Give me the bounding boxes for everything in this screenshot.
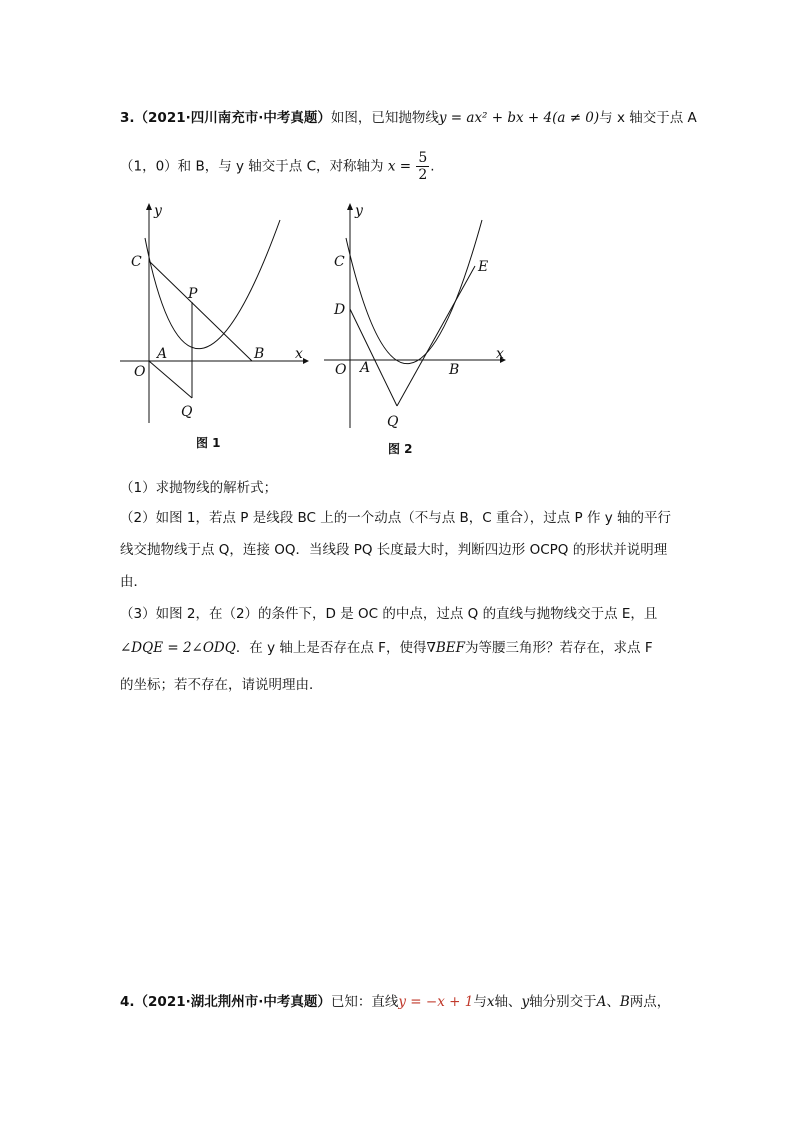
figure1-caption: 图 1 [196, 436, 221, 450]
fig2-label-e: E [478, 259, 489, 275]
figure1-diagram [115, 198, 315, 433]
parabola-formula: y = ax² + bx + 4(a ≠ 0) [438, 110, 600, 126]
fig1-label-b: B [254, 346, 265, 362]
fig1-label-x: x [295, 346, 303, 362]
question3-line2: ∠DQE = 2∠ODQ．在 y 轴上是否存在点 F，使得∇BEF为等腰三角形？若存在，求点 F [120, 640, 653, 656]
question2-line1: （2）如图 1，若点 P 是线段 BC 上的一个动点（不与点 B，C 重合），过点 P 作 y 轴的平行 [120, 510, 672, 526]
question3-line1: （3）如图 2，在（2）的条件下，D 是 OC 的中点，过点 Q 的直线与抛物线交于点 E，且 [120, 606, 658, 622]
figure2-diagram [320, 198, 520, 433]
question2-line3: 由． [120, 574, 147, 590]
fig1-label-c: C [131, 254, 142, 270]
problem4-source: （2021·湖北荆州市·中考真题） [134, 994, 331, 1010]
fig1-label-o: O [134, 364, 146, 380]
fig2-label-y: y [355, 203, 363, 219]
fig2-label-a: A [360, 360, 371, 376]
fig2-label-b: B [449, 362, 460, 378]
fig2-label-d: D [334, 302, 346, 318]
figure2-caption: 图 2 [388, 442, 413, 456]
question3-line3: 的坐标；若不存在，请说明理由． [120, 677, 323, 693]
problem3-line2: （1，0）和 B，与 y 轴交于点 C，对称轴为 x = $\frac{5}{2}$ . [120, 150, 435, 183]
fig2-label-o: O [335, 362, 347, 378]
problem3-number: 3. [120, 110, 135, 126]
symmetry-axis-fraction: $\frac{5}{2}$ [418, 150, 428, 183]
triangle-bef: ∇BEF [426, 640, 466, 656]
fig1-label-a: A [157, 346, 168, 362]
fig1-parabola [145, 220, 280, 349]
fig1-label-q: Q [181, 404, 193, 420]
fig2-segment-qe [397, 266, 475, 406]
fig1-label-y: y [154, 203, 162, 219]
fig2-segment-dq [350, 309, 397, 406]
question1: （1）求抛物线的解析式； [120, 480, 278, 496]
question2-line2: 线交抛物线于点 Q，连接 OQ．当线段 PQ 长度最大时，判断四边形 OCPQ 的形状并说明理 [120, 542, 668, 558]
fig1-y-arrow [146, 203, 152, 210]
angle-condition: ∠DQE = 2∠ODQ [120, 640, 236, 656]
fig2-label-q: Q [387, 414, 399, 430]
problem3-line1: 3.（2021·四川南充市·中考真题）如图，已知抛物线y = ax² + bx + 4(a ≠ 0)与 x 轴交于点 A [120, 110, 697, 126]
problem4-line1: 4.（2021·湖北荆州市·中考真题）已知：直线y = −x + 1与x轴、y轴分别交于A、B两点， [120, 994, 671, 1010]
problem4-number: 4. [120, 994, 135, 1010]
fig1-segment-oq [149, 361, 192, 398]
fig1-x-arrow [303, 358, 309, 364]
fig2-y-arrow [347, 203, 353, 210]
line-formula: y = −x + 1 [398, 994, 474, 1010]
fig2-label-x: x [496, 346, 504, 362]
fig1-label-p: P [188, 286, 198, 302]
problem3-source: （2021·四川南充市·中考真题） [134, 110, 331, 126]
fig2-label-c: C [334, 254, 345, 270]
symmetry-axis-var: x = [387, 158, 412, 175]
